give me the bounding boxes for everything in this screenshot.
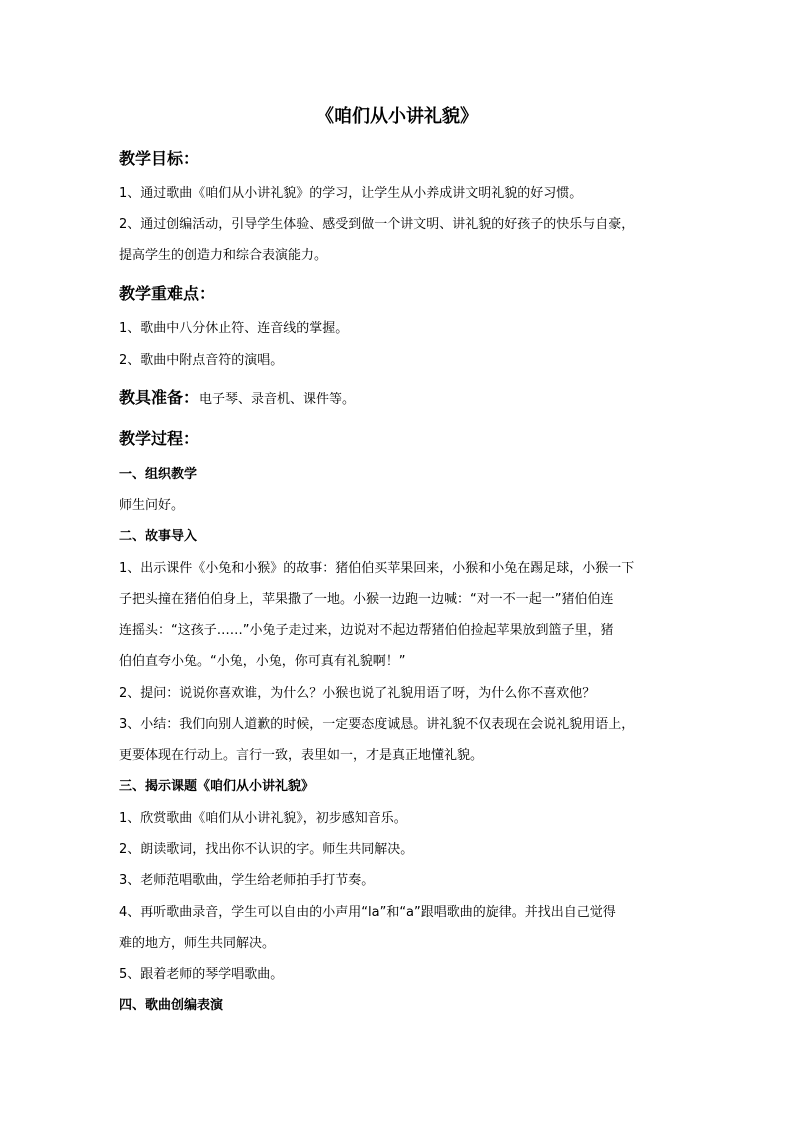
document-title: 《咱们从小讲礼貌》 [316,106,478,127]
process-heading: 教学过程： [119,429,200,448]
section-line: 4、再听歌曲录音，学生可以自由的小声用“la”和“a”跟唱歌曲的旋律。并找出自己觉得 [119,905,616,920]
tools-row [119,387,355,411]
tools-text: 电子琴、录音机、课件等。 [199,392,356,407]
section-title: 四、歌曲创编表演 [119,998,224,1013]
section-line: 连摇头：“这孩子……”小兔子走过来，边说对不起边帮猪伯伯捡起苹果放到篮子里，猪 [119,623,614,638]
section-line: 5、跟着老师的琴学唱歌曲。 [119,967,284,982]
section-line: 3、老师范唱歌曲，学生给老师拍手打节奏。 [119,873,375,888]
key-points-heading: 教学重难点： [119,284,216,303]
section-line: 2、提问：说说你喜欢谁，为什么？小猴也说了礼貌用语了呀，为什么你不喜欢他？ [119,686,596,701]
section-title: 二、故事导入 [119,529,198,544]
section-line: 难的地方，师生共同解决。 [119,936,276,951]
section-line: 子把头撞在猪伯伯身上，苹果撒了一地。小猴一边跑一边喊：“对一不一起一”猪伯伯连 [119,592,614,607]
section-line: 1、出示课件《小兔和小猴》的故事：猪伯伯买苹果回来，小猴和小兔在踢足球，小猴一下 [119,561,635,576]
tools-heading: 教具准备： [119,388,200,407]
objective-item: 1、通过歌曲《咱们从小讲礼貌》的学习，让学生从小养成讲文明礼貌的好习惯。 [119,186,583,201]
section-line: 2、朗读歌词，找出你不认识的字。师生共同解决。 [119,842,414,857]
section-line: 伯伯直夸小兔。“小兔，小兔，你可真有礼貌啊！” [119,654,406,669]
objective-item: 提高学生的创造力和综合表演能力。 [119,248,328,263]
section-line: 师生问好。 [119,498,185,513]
section-line: 1、欣赏歌曲《咱们从小讲礼貌》，初步感知音乐。 [119,811,407,826]
objectives-heading: 教学目标： [119,149,200,168]
key-point-item: 1、歌曲中八分休止符、连音线的掌握。 [119,321,349,336]
section-title: 一、组织教学 [119,467,198,482]
section-line: 更要体现在行动上。言行一致，表里如一，才是真正地懂礼貌。 [119,748,484,763]
objective-item: 2、通过创编活动，引导学生体验、感受到做一个讲文明、讲礼貌的好孩子的快乐与自豪， [119,217,635,232]
section-line: 3、小结：我们向别人道歉的时候，一定要态度诚恳。讲礼貌不仅表现在会说礼貌用语上， [119,717,635,732]
section-title: 三、揭示课题《咱们从小讲礼貌》 [119,779,315,794]
key-point-item: 2、歌曲中附点音符的演唱。 [119,353,284,368]
